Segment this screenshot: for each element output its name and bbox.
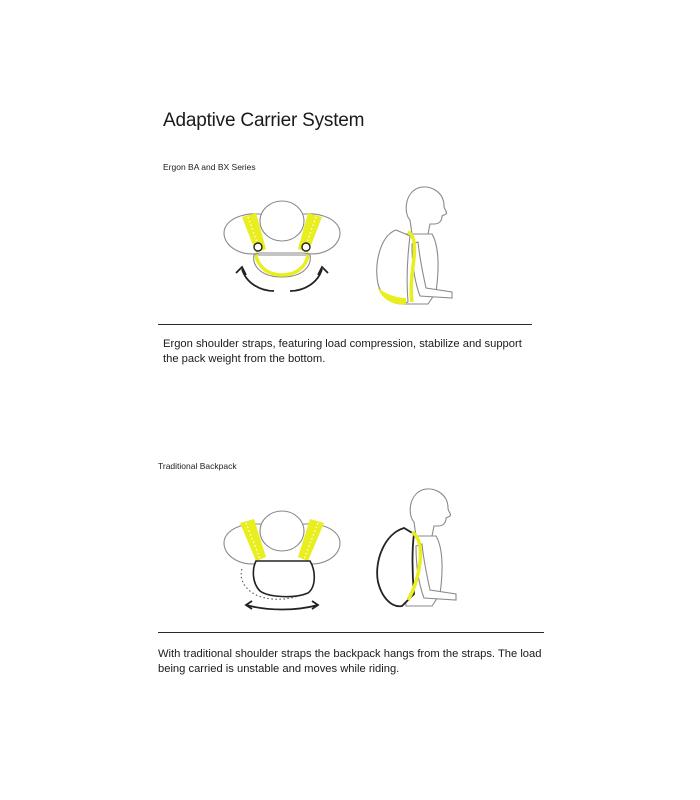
side-view-ergon-illustration <box>366 180 456 315</box>
caption-traditional: With traditional shoulder straps the backpack hangs from the straps. The load being carried is unstable and moves while riding. <box>158 648 542 675</box>
caption-ergon: Ergon shoulder straps, featuring load compression, stabilize and support the pack weight from the bottom. <box>163 338 522 365</box>
side-view-traditional-illustration <box>366 482 461 617</box>
page-title: Adaptive Carrier System <box>163 110 365 131</box>
top-view-ergon-illustration <box>212 195 352 300</box>
top-view-traditional-illustration <box>212 505 352 615</box>
divider-traditional <box>158 632 544 633</box>
section-label-traditional: Traditional Backpack <box>158 461 237 471</box>
divider-ergon <box>158 324 532 325</box>
section-label-ergon: Ergon BA and BX Series <box>163 162 256 172</box>
